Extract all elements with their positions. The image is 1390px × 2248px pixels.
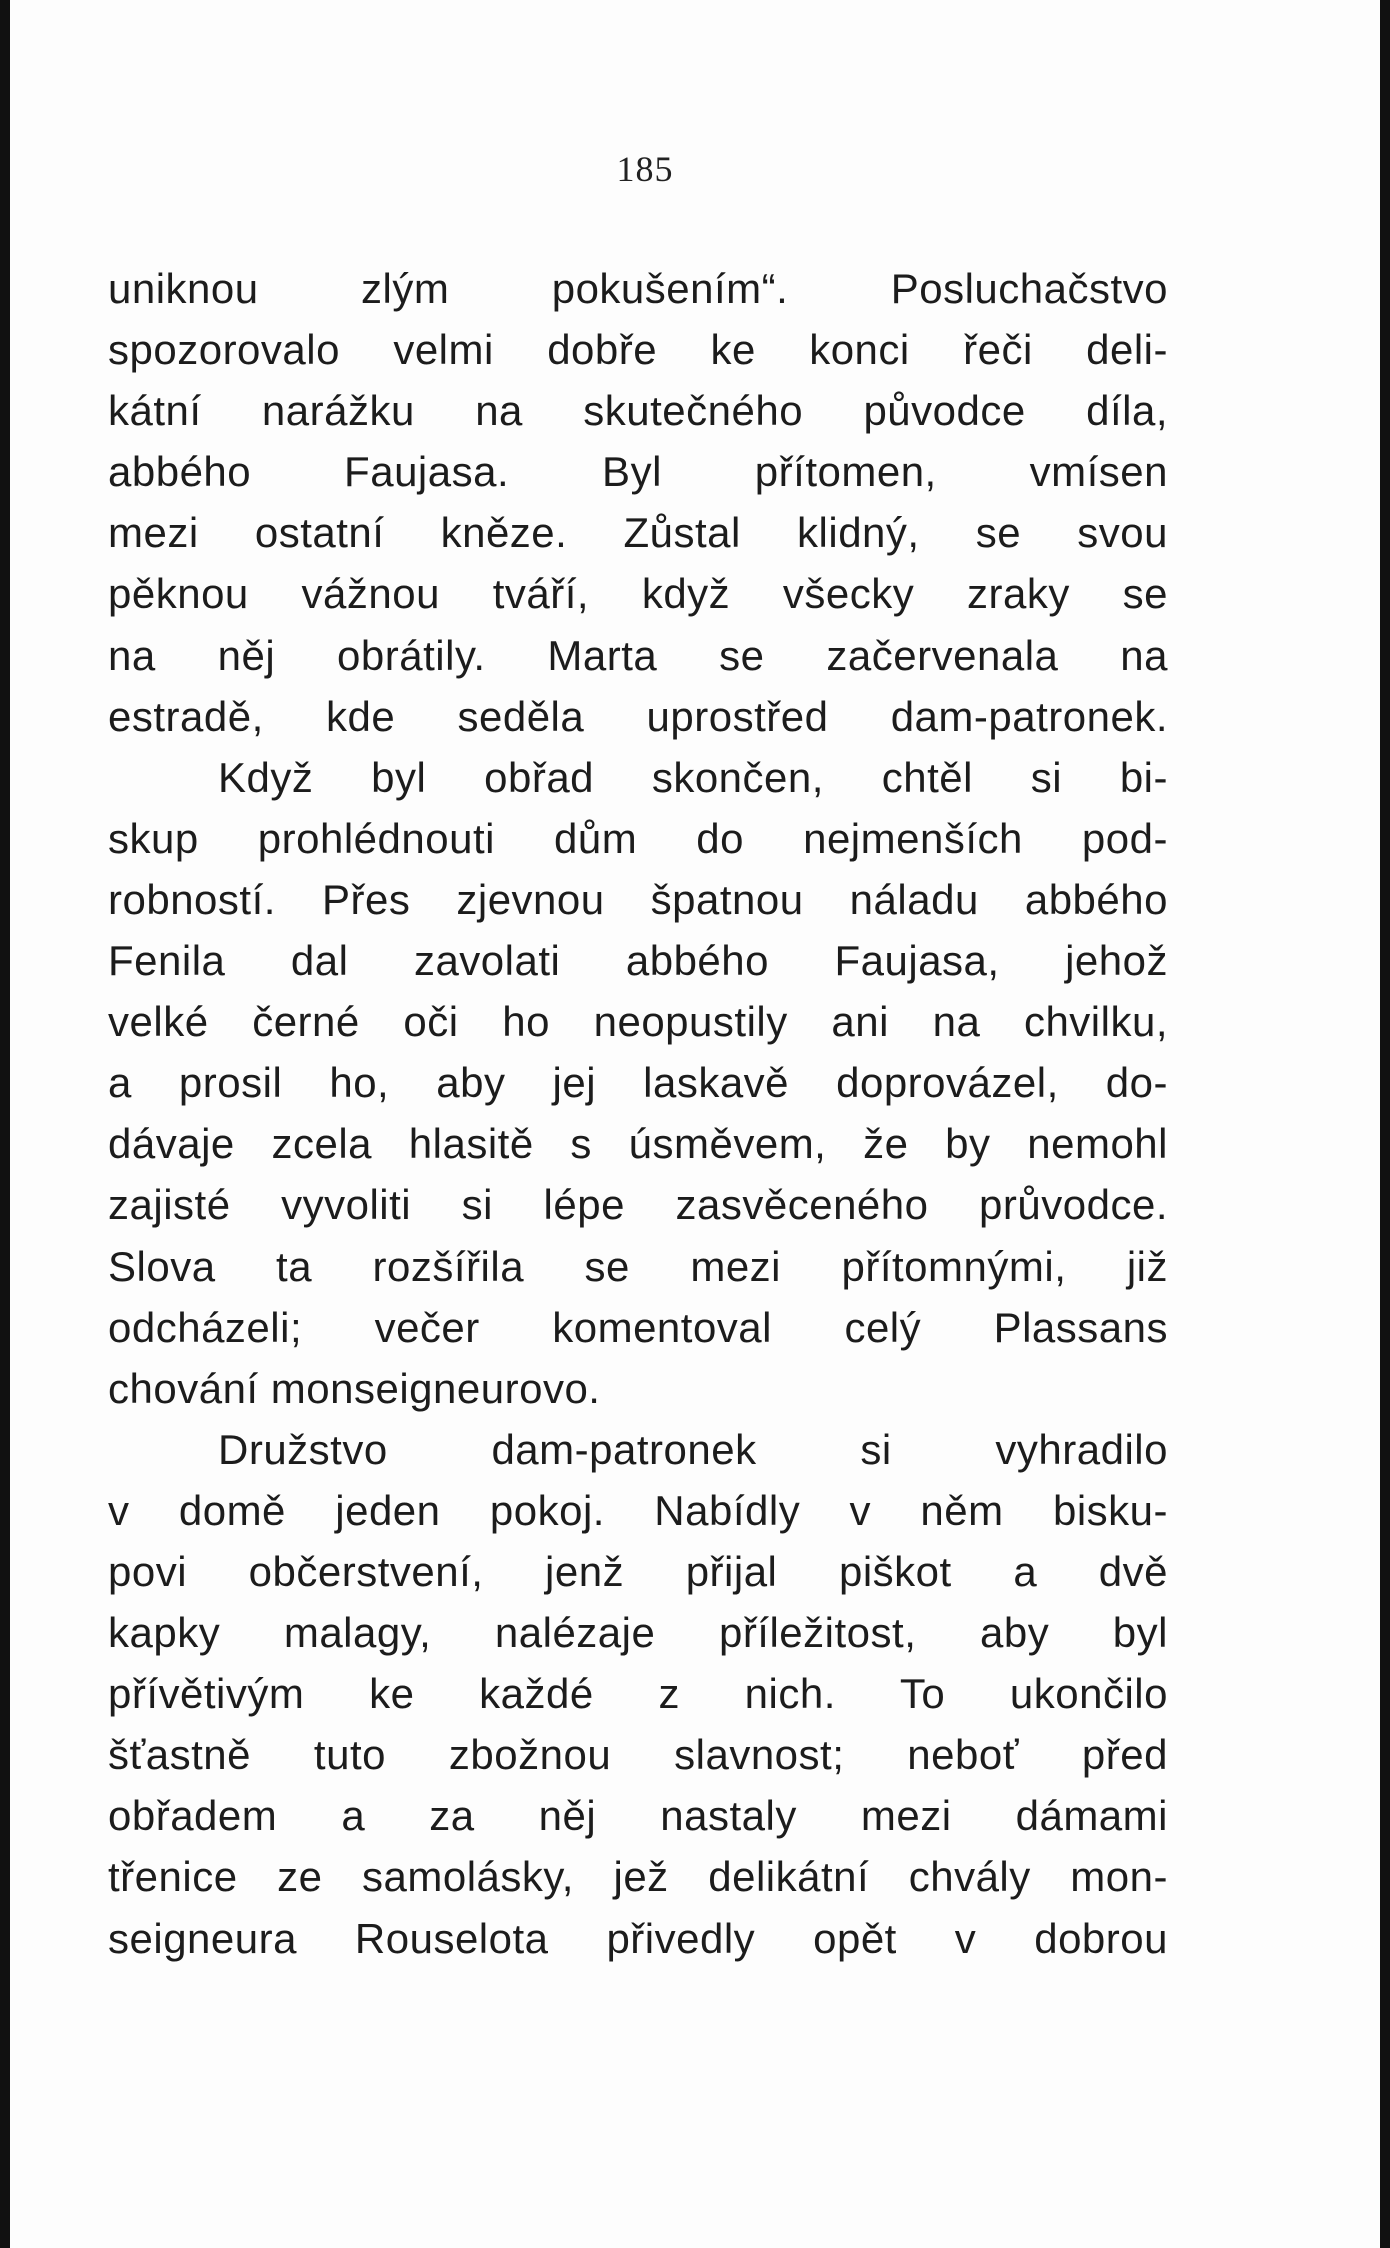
- text-line: zajisté vyvoliti si lépe zasvěceného průvodce.: [108, 1181, 1168, 1229]
- text-line: šťastně tuto zbožnou slavnost; neboť před: [108, 1731, 1168, 1779]
- body-text: [108, 258, 1168, 1969]
- text-line: dávaje zcela hlasitě s úsměvem, že by nemohl: [108, 1120, 1168, 1168]
- text-line: Fenila dal zavolati abbého Faujasa, jehož: [108, 937, 1168, 985]
- text-line: spozorovalo velmi dobře ke konci řeči deli-: [108, 326, 1168, 374]
- page-number: 185: [616, 149, 674, 189]
- text-line: obřadem a za něj nastaly mezi dámami: [108, 1792, 1168, 1840]
- text-line: povi občerstvení, jenž přijal piškot a dvě: [108, 1547, 1168, 1595]
- text-line: Slova ta rozšířila se mezi přítomnými, již: [108, 1242, 1168, 1290]
- text-line: pěknou vážnou tváří, když všecky zraky se: [108, 570, 1168, 618]
- text-line: chování monseigneurovo.: [108, 1364, 601, 1412]
- text-line: seigneura Rouselota přivedly opět v dobrou: [108, 1914, 1168, 1962]
- text-line: v domě jeden pokoj. Nabídly v něm bisku-: [108, 1486, 1168, 1534]
- text-line: estradě, kde seděla uprostřed dam-patronek.: [108, 692, 1168, 740]
- scan-left-border: [0, 0, 10, 2248]
- text-line: přívětivým ke každé z nich. To ukončilo: [108, 1670, 1168, 1718]
- text-line: a prosil ho, aby jej laskavě doprovázel, do-: [108, 1059, 1168, 1107]
- text-line: abbého Faujasa. Byl přítomen, vmísen: [108, 448, 1168, 496]
- text-line: kapky malagy, nalézaje příležitost, aby byl: [108, 1609, 1168, 1657]
- text-line: Družstvo dam-patronek si vyhradilo: [218, 1425, 1168, 1473]
- text-line: na něj obrátily. Marta se začervenala na: [108, 631, 1168, 679]
- text-line: uniknou zlým pokušením“. Posluchačstvo: [108, 265, 1168, 312]
- text-line: skup prohlédnouti dům do nejmenších pod-: [108, 814, 1168, 862]
- text-line: robností. Přes zjevnou špatnou náladu abbého: [108, 875, 1168, 923]
- text-line: mezi ostatní kněze. Zůstal klidný, se svou: [108, 509, 1168, 557]
- text-line: kátní narážku na skutečného původce díla,: [108, 387, 1168, 435]
- book-page: [10, 0, 1380, 2248]
- text-line: velké černé oči ho neopustily ani na chvilku,: [108, 998, 1168, 1046]
- scan-right-border: [1380, 0, 1390, 2248]
- text-line: třenice ze samolásky, jež delikátní chvály mon-: [108, 1853, 1168, 1901]
- text-line: Když byl obřad skončen, chtěl si bi-: [218, 753, 1168, 801]
- text-line: odcházeli; večer komentoval celý Plassans: [108, 1303, 1168, 1351]
